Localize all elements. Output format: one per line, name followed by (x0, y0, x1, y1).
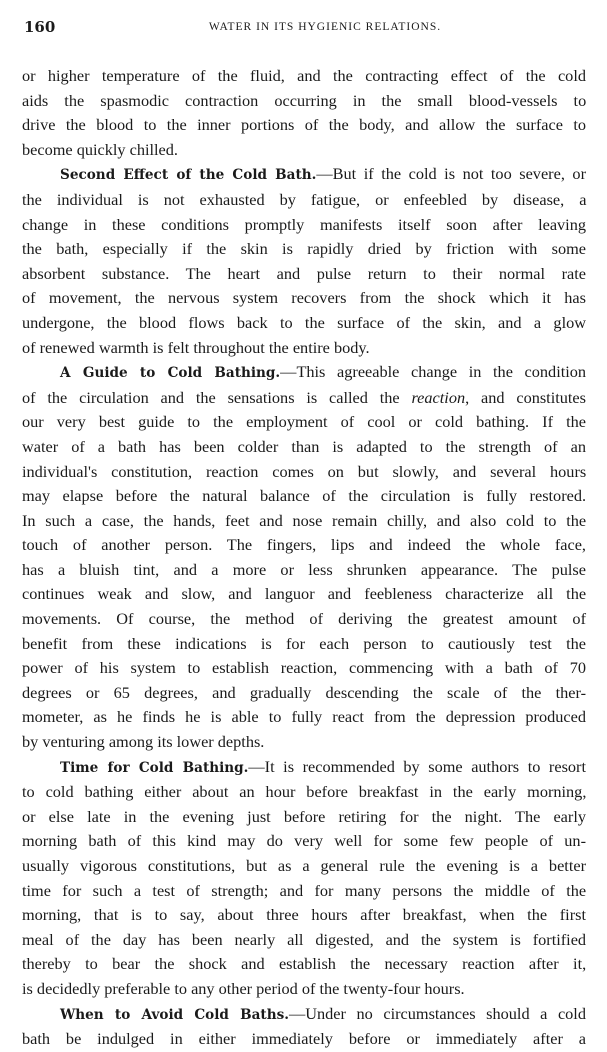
text-run: , and constitutes (465, 387, 586, 407)
text-run: of the circulation and the sensations is called the (22, 387, 412, 407)
page-number: 160 (24, 18, 56, 36)
text-line: In such a case, the hands, feet and nose remain chilly, and also cold to the (22, 510, 587, 530)
text-line: or else late in the evening just before retiring for the night. The early (22, 806, 586, 826)
text-line (22, 162, 586, 188)
text-line: individual's constitution, reaction comes on but slowly, and several hours (22, 461, 587, 481)
paragraph-time-for-cold-bathing (22, 755, 586, 1002)
text-line: absorbent substance. The heart and pulse return to their normal rate (22, 263, 586, 283)
text-line: benefit from these indications is for each person to cautiously test the (22, 633, 586, 653)
text-line: our very best guide to the employment of cool or cold bathing. If the (22, 412, 586, 432)
running-title: WATER IN ITS HYGIENIC RELATIONS. (208, 21, 442, 33)
section-heading: Second Effect of the Cold Bath. (60, 167, 317, 184)
running-head (24, 18, 586, 38)
paragraph-when-to-avoid (22, 1002, 586, 1052)
text-line (22, 360, 586, 386)
paragraph-second-effect (22, 162, 586, 360)
text-line: is decidedly preferable to any other period of the twenty-four hours. (22, 978, 465, 998)
text-line: movements. Of course, the method of deriving the greatest amount of (22, 609, 586, 629)
section-heading: When to Avoid Cold Baths. (60, 1006, 289, 1023)
text-run: —Under no circumstances should a cold (288, 1003, 586, 1023)
text-line: mometer, as he finds he is able to fully react from the depression produced (22, 707, 586, 727)
text-run: —This agreeable change in the condition (280, 362, 587, 382)
text-line: the bath, especially if the skin is rapidly dried by friction with some (22, 239, 586, 259)
text-line: to cold bathing either about an hour before breakfast in the early morning, (22, 782, 587, 802)
text-line: the individual is not exhausted by fatigue, or enfeebled by disease, a (22, 189, 587, 209)
text-line: by venturing among its lower depths. (22, 732, 265, 752)
text-line: degrees or 65 degrees, and gradually descending the scale of the ther- (22, 682, 586, 702)
paragraph-guide-to-cold-bathing (22, 360, 586, 755)
paragraph-continuation (22, 64, 586, 162)
text-line: change in these conditions promptly manifests itself soon after leaving (22, 214, 586, 234)
text-line: become quickly chilled. (22, 139, 178, 159)
text-line: of movement, the nervous system recovers from the shock which it has (22, 288, 586, 308)
text-line: water of a bath has been colder than is adapted to the strength of an (22, 436, 586, 456)
text-line: morning bath of this kind may do very well for some few people of un- (22, 831, 586, 851)
text-line: meal of the day has been nearly all digested, and the system is fortified (22, 929, 587, 949)
text-line: drive the blood to the inner portions of the body, and allow the surface to (22, 115, 587, 135)
text-line: of renewed warmth is felt throughout the entire body. (22, 337, 370, 357)
section-heading: Time for Cold Bathing. (60, 759, 249, 776)
text-line: usually vigorous constitutions, but as a general rule the evening is a better (22, 856, 586, 875)
italic-term: reaction (411, 387, 466, 407)
text-line: bath be indulged in either immediately before or immediately after a (22, 1029, 586, 1049)
text-line (22, 1002, 586, 1028)
text-line: undergone, the blood flows back to the surface of the skin, and a glow (22, 312, 586, 332)
text-run: —But if the cold is not too severe, or (316, 164, 586, 184)
text-line: or higher temperature of the fluid, and the contracting effect of the cold (22, 66, 586, 85)
text-line: time for such a test of strength; and for many persons the middle of the (22, 880, 587, 900)
section-heading: A Guide to Cold Bathing. (60, 365, 281, 382)
text-line: continues weak and slow, and languor and feebleness characterize all the (22, 584, 587, 604)
text-line: touch of another person. The fingers, lips and indeed the whole face, (22, 535, 586, 555)
text-line (22, 755, 586, 781)
text-run: —It is recommended by some authors to resort (248, 756, 586, 776)
text-line: power of his system to establish reaction, commencing with a bath of 70 (22, 658, 586, 678)
text-line: aids the spasmodic contraction occurring in the small blood-vessels to (22, 90, 587, 110)
text-line: may elapse before the natural balance of the circulation is fully restored. (22, 486, 587, 506)
body-text (22, 64, 586, 1052)
text-line: morning, that is to say, about three hours after breakfast, when the first (22, 905, 586, 925)
text-line (22, 386, 586, 411)
text-line: thereby to bear the shock and establish the necessary reaction after it, (22, 954, 587, 974)
text-line: has a bluish tint, and a more or less shrunken appearance. The pulse (22, 559, 586, 579)
